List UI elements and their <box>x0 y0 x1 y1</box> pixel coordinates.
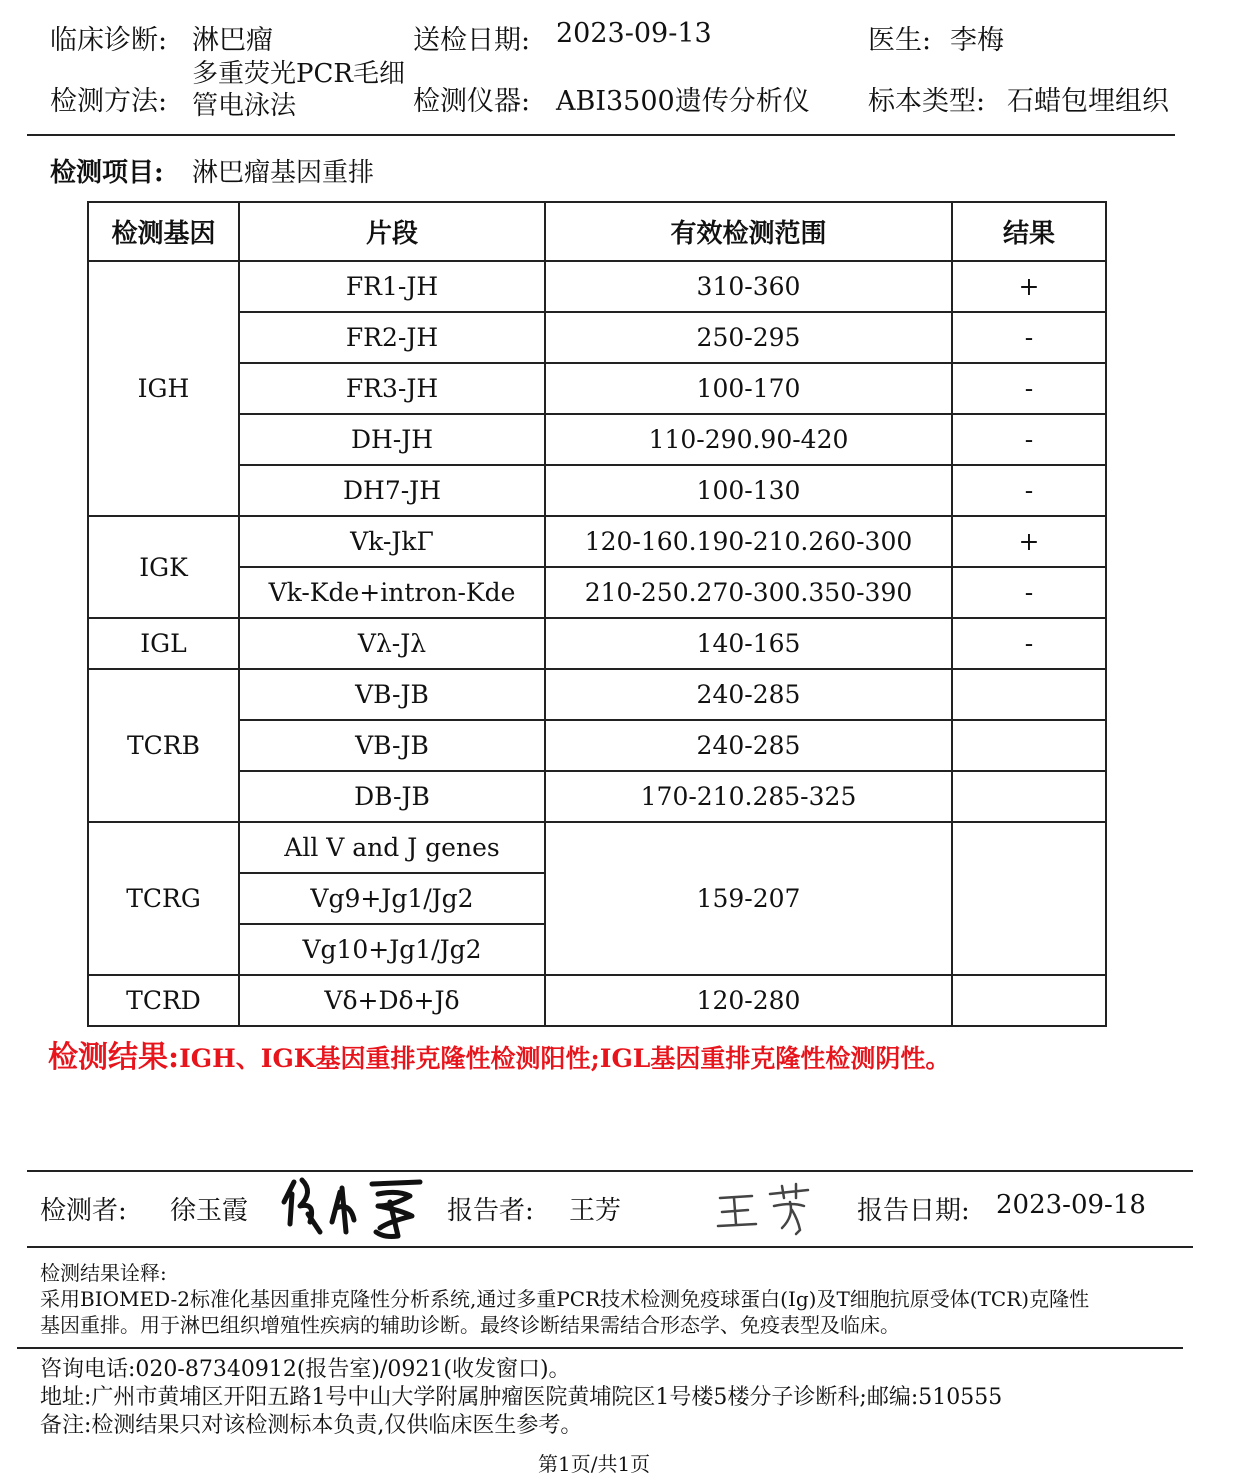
tester-name: 徐玉霞 <box>170 1196 249 1226</box>
address: 地址:广州市黄埔区开阳五路1号中山大学附属肿瘤医院黄埔院区1号楼5楼分子诊断科;邮编:510555 <box>40 1385 1003 1410</box>
result-cell: + <box>952 516 1106 567</box>
tester-signature <box>280 1172 428 1242</box>
conclusion <box>48 1032 950 1076</box>
interpretation <box>40 1260 1089 1338</box>
reporter-signature <box>712 1180 818 1236</box>
method-value <box>192 58 405 122</box>
result-cell: - <box>952 618 1106 669</box>
range-cell: 100-170 <box>545 363 952 414</box>
contact-phone: 咨询电话:020-87340912(报告室)/0921(收发窗口)。 <box>40 1357 571 1382</box>
table-row <box>88 669 1106 720</box>
range-cell: 120-280 <box>545 975 952 1026</box>
signature-top-divider <box>27 1170 1193 1172</box>
result-cell <box>952 720 1106 771</box>
table-header-row <box>88 202 1106 261</box>
range-cell: 210-250.270-300.350-390 <box>545 567 952 618</box>
table-row <box>88 261 1106 312</box>
segment-cell: Vg10+Jg1/Jg2 <box>239 924 545 975</box>
reporter-name: 王芳 <box>569 1196 622 1226</box>
method-value-line1: 多重荧光PCR毛细 <box>192 59 405 89</box>
table-row <box>88 618 1106 669</box>
doctor-label: 医生: <box>868 25 932 56</box>
footer <box>40 1356 1002 1440</box>
col-header-range: 有效检测范围 <box>545 202 952 261</box>
range-cell: 100-130 <box>545 465 952 516</box>
col-header-segment: 片段 <box>239 202 545 261</box>
segment-cell: FR1-JH <box>239 261 545 312</box>
diagnosis-value: 淋巴瘤 <box>192 25 273 56</box>
page-number: 第1页/共1页 <box>538 1452 651 1476</box>
result-cell: - <box>952 567 1106 618</box>
table-row <box>88 720 1106 771</box>
range-cell: 140-165 <box>545 618 952 669</box>
range-cell: 170-210.285-325 <box>545 771 952 822</box>
table-row <box>88 312 1106 363</box>
table-row <box>88 465 1106 516</box>
result-cell <box>952 771 1106 822</box>
segment-cell: DH-JH <box>239 414 545 465</box>
conclusion-text: IGH、IGK基因重排克隆性检测阳性;IGL基因重排克隆性检测阴性。 <box>179 1044 951 1073</box>
segment-cell: All V and J genes <box>239 822 545 873</box>
remark: 备注:检测结果只对该检测标本负责,仅供临床医生参考。 <box>40 1413 583 1438</box>
segment-cell: DH7-JH <box>239 465 545 516</box>
result-cell: - <box>952 414 1106 465</box>
test-item-label: 检测项目: <box>50 158 164 188</box>
gene-cell-tcrg: TCRG <box>88 822 239 975</box>
segment-cell: Vk-Kde+intron-Kde <box>239 567 545 618</box>
range-cell: 110-290.90-420 <box>545 414 952 465</box>
signature-bottom-divider <box>27 1246 1193 1248</box>
col-header-result: 结果 <box>952 202 1106 261</box>
gene-cell-tcrd: TCRD <box>88 975 239 1026</box>
test-item-value: 淋巴瘤基因重排 <box>192 158 375 188</box>
segment-cell: Vλ-Jλ <box>239 618 545 669</box>
instrument-value: ABI3500遗传分析仪 <box>556 86 810 117</box>
table-row <box>88 975 1106 1026</box>
segment-cell: VB-JB <box>239 669 545 720</box>
doctor-value: 李梅 <box>950 25 1004 56</box>
report-date-value: 2023-09-18 <box>996 1190 1146 1220</box>
table-row <box>88 363 1106 414</box>
result-cell: - <box>952 465 1106 516</box>
gene-cell-igk: IGK <box>88 516 239 618</box>
table-row <box>88 516 1106 567</box>
range-cell: 250-295 <box>545 312 952 363</box>
segment-cell: Vg9+Jg1/Jg2 <box>239 873 545 924</box>
range-cell: 159-207 <box>545 822 952 975</box>
segment-cell: DB-JB <box>239 771 545 822</box>
interpretation-line2: 基因重排。用于淋巴组织增殖性疾病的辅助诊断。最终诊断结果需结合形态学、免疫表型及临床。 <box>40 1313 900 1337</box>
footer-divider <box>17 1347 1183 1349</box>
result-cell <box>952 822 1106 975</box>
table-row <box>88 567 1106 618</box>
segment-cell: VB-JB <box>239 720 545 771</box>
segment-cell: Vk-JkΓ <box>239 516 545 567</box>
range-cell: 240-285 <box>545 720 952 771</box>
range-cell: 120-160.190-210.260-300 <box>545 516 952 567</box>
diagnosis-label: 临床诊断: <box>50 25 168 56</box>
result-cell <box>952 669 1106 720</box>
range-cell: 310-360 <box>545 261 952 312</box>
interpretation-title: 检测结果诠释: <box>40 1261 167 1285</box>
gene-rearrangement-table <box>87 201 1107 1027</box>
segment-cell: FR3-JH <box>239 363 545 414</box>
method-label: 检测方法: <box>50 86 168 117</box>
result-cell <box>952 975 1106 1026</box>
gene-cell-igl: IGL <box>88 618 239 669</box>
sample-date-label: 送检日期: <box>413 25 531 56</box>
gene-cell-tcrb: TCRB <box>88 669 239 822</box>
segment-cell: FR2-JH <box>239 312 545 363</box>
report-date-label: 报告日期: <box>857 1196 970 1226</box>
specimen-label: 标本类型: <box>868 86 986 117</box>
table-row <box>88 822 1106 873</box>
specimen-value: 石蜡包埋组织 <box>1007 86 1169 117</box>
table-row <box>88 414 1106 465</box>
conclusion-label: 检测结果: <box>48 1040 180 1075</box>
table-row <box>88 771 1106 822</box>
result-cell: - <box>952 312 1106 363</box>
col-header-gene: 检测基因 <box>88 202 239 261</box>
result-cell: - <box>952 363 1106 414</box>
interpretation-line1: 采用BIOMED-2标准化基因重排克隆性分析系统,通过多重PCR技术检测免疫球蛋白(Ig)及T细胞抗原受体(TCR)克隆性 <box>40 1287 1090 1311</box>
header-divider <box>27 134 1175 136</box>
sample-date-value: 2023-09-13 <box>556 18 712 49</box>
gene-cell-igh: IGH <box>88 261 239 516</box>
range-cell: 240-285 <box>545 669 952 720</box>
tester-label: 检测者: <box>40 1196 127 1226</box>
instrument-label: 检测仪器: <box>413 86 531 117</box>
method-value-line2: 管电泳法 <box>192 91 297 121</box>
reporter-label: 报告者: <box>447 1196 534 1226</box>
result-cell: + <box>952 261 1106 312</box>
segment-cell: Vδ+Dδ+Jδ <box>239 975 545 1026</box>
